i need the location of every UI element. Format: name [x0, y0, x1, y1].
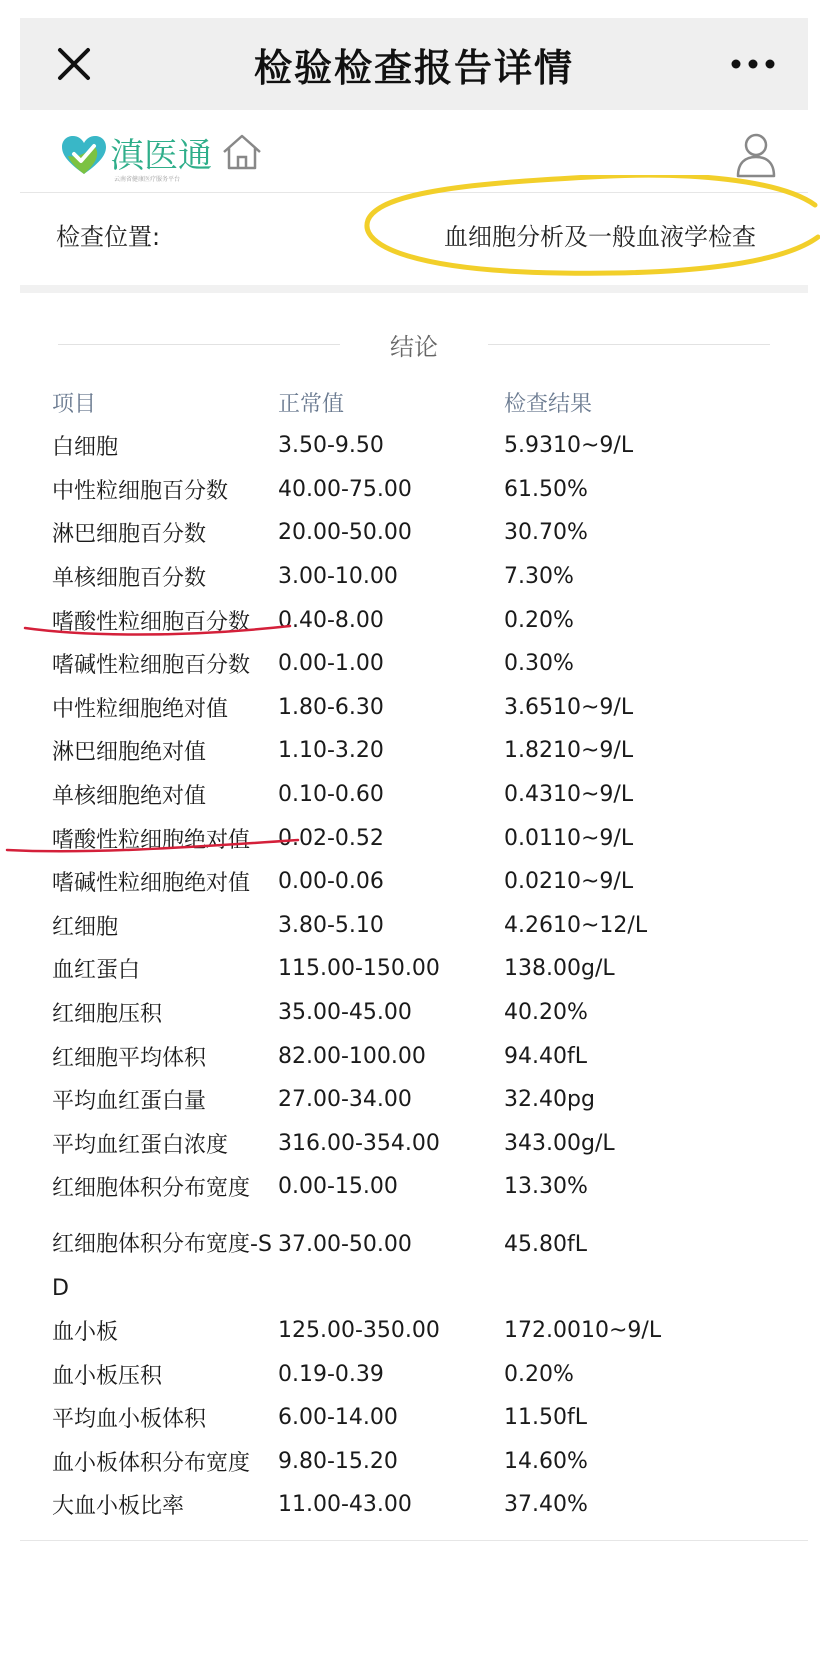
normal-range: 27.00-34.00 — [278, 1087, 412, 1113]
table-row — [52, 468, 812, 512]
top-nav-bar — [20, 18, 808, 110]
item-name: 红细胞 — [52, 914, 119, 940]
brand-subtitle: 云南省健康医疗服务平台 — [114, 176, 181, 183]
result-value: 32.40pg — [504, 1087, 595, 1113]
item-name: 大血小板比率 — [52, 1494, 185, 1520]
normal-range: 0.00-0.06 — [278, 869, 384, 895]
normal-range: 0.00-1.00 — [278, 651, 384, 677]
table-header — [52, 380, 812, 424]
item-name: 红细胞压积 — [52, 1002, 163, 1028]
result-value: 13.30% — [504, 1174, 588, 1200]
table-row — [52, 1439, 812, 1483]
result-value: 61.50% — [504, 476, 588, 502]
item-name: 中性粒细胞绝对值 — [52, 696, 229, 722]
item-name: 平均血红蛋白量 — [52, 1089, 207, 1115]
table-row — [52, 729, 812, 773]
normal-range: 3.50-9.50 — [278, 433, 384, 459]
table-row — [52, 1034, 812, 1078]
result-value: 0.30% — [504, 651, 574, 677]
table-row — [52, 642, 812, 686]
item-name: 淋巴细胞绝对值 — [52, 740, 207, 766]
normal-range: 3.80-5.10 — [278, 912, 384, 938]
item-name: 红细胞体积分布宽度 — [52, 1176, 251, 1202]
more-icon[interactable] — [728, 44, 778, 84]
exam-location-label: 检查位置: — [56, 223, 161, 251]
result-value: 1.8210~9/L — [504, 738, 634, 764]
result-value: 0.20% — [504, 607, 574, 633]
item-name: 单核细胞百分数 — [52, 566, 207, 592]
divider-line — [58, 344, 340, 345]
item-name: 嗜酸性粒细胞百分数 — [52, 609, 251, 635]
result-value: 4.2610~12/L — [504, 912, 648, 938]
item-name: 嗜碱性粒细胞百分数 — [52, 653, 251, 679]
normal-range: 0.00-15.00 — [278, 1174, 398, 1200]
brand-logo[interactable] — [60, 134, 212, 183]
table-row — [52, 1309, 812, 1353]
table-row — [52, 1483, 812, 1527]
item-name: 平均血红蛋白浓度 — [52, 1132, 229, 1158]
table-row — [52, 598, 812, 642]
normal-range: 0.02-0.52 — [278, 825, 384, 851]
normal-range: 37.00-50.00 — [278, 1231, 412, 1257]
item-name: 嗜酸性粒细胞绝对值 — [52, 827, 251, 853]
normal-range: 40.00-75.00 — [278, 476, 412, 502]
item-name: 白细胞 — [52, 435, 119, 461]
normal-range: 6.00-14.00 — [278, 1405, 398, 1431]
column-header-result: 检查结果 — [504, 391, 593, 417]
normal-range: 9.80-15.20 — [278, 1448, 398, 1474]
item-name: 血红蛋白 — [52, 958, 141, 984]
item-name: 淋巴细胞百分数 — [52, 522, 207, 548]
conclusion-title: 结论 — [390, 332, 438, 361]
table-row — [52, 1396, 812, 1440]
table-row — [52, 1352, 812, 1396]
brand-name: 滇医通 — [110, 136, 212, 176]
result-value: 0.0210~9/L — [504, 869, 634, 895]
result-value: 0.0110~9/L — [504, 825, 634, 851]
bottom-divider — [20, 1540, 808, 1541]
table-row — [52, 773, 812, 817]
item-name: 血小板压积 — [52, 1363, 163, 1389]
conclusion-divider — [58, 324, 770, 364]
normal-range: 20.00-50.00 — [278, 520, 412, 546]
normal-range: 0.19-0.39 — [278, 1361, 384, 1387]
result-value: 3.6510~9/L — [504, 694, 634, 720]
result-value: 172.0010~9/L — [504, 1317, 662, 1343]
table-row — [52, 511, 812, 555]
home-icon[interactable] — [220, 130, 264, 174]
item-name: 血小板 — [52, 1319, 119, 1345]
table-row — [52, 904, 812, 948]
item-name: 嗜碱性粒细胞绝对值 — [52, 871, 251, 897]
normal-range: 316.00-354.00 — [278, 1130, 440, 1156]
divider-line — [488, 344, 770, 345]
item-name: 平均血小板体积 — [52, 1407, 207, 1433]
table-row — [52, 860, 812, 904]
exam-location-row — [20, 193, 808, 293]
table-row — [52, 1165, 812, 1209]
column-header-item: 项目 — [52, 391, 97, 417]
result-value: 30.70% — [504, 520, 588, 546]
normal-range: 35.00-45.00 — [278, 1000, 412, 1026]
table-row — [52, 991, 812, 1035]
table-row — [52, 816, 812, 860]
result-value: 94.40fL — [504, 1043, 587, 1069]
exam-location-value: 血细胞分析及一般血液学检查 — [444, 223, 756, 251]
result-value: 37.40% — [504, 1492, 588, 1518]
results-table — [52, 380, 812, 1527]
normal-range: 3.00-10.00 — [278, 564, 398, 590]
result-value: 343.00g/L — [504, 1130, 615, 1156]
item-name: 中性粒细胞百分数 — [52, 478, 229, 504]
table-row — [52, 1122, 812, 1166]
result-value: 14.60% — [504, 1448, 588, 1474]
table-row — [52, 424, 812, 468]
result-value: 5.9310~9/L — [504, 433, 634, 459]
column-header-range: 正常值 — [278, 391, 345, 417]
result-value: 138.00g/L — [504, 956, 615, 982]
page-title: 检验检查报告详情 — [253, 45, 574, 90]
normal-range: 0.10-0.60 — [278, 782, 384, 808]
item-name: 血小板体积分布宽度 — [52, 1450, 251, 1476]
normal-range: 115.00-150.00 — [278, 956, 440, 982]
result-value: 0.4310~9/L — [504, 782, 634, 808]
item-name: 单核细胞绝对值 — [52, 784, 207, 810]
normal-range: 0.40-8.00 — [278, 607, 384, 633]
normal-range: 82.00-100.00 — [278, 1043, 426, 1069]
table-row — [52, 1209, 812, 1309]
user-icon[interactable] — [734, 130, 778, 178]
result-value: 7.30% — [504, 564, 574, 590]
normal-range: 1.10-3.20 — [278, 738, 384, 764]
table-row — [52, 1078, 812, 1122]
item-name: 红细胞体积分布宽度-SD — [52, 1231, 272, 1301]
result-value: 0.20% — [504, 1361, 574, 1387]
table-row — [52, 686, 812, 730]
table-row — [52, 555, 812, 599]
table-row — [52, 947, 812, 991]
brand-bar — [20, 112, 808, 193]
result-value: 40.20% — [504, 1000, 588, 1026]
normal-range: 1.80-6.30 — [278, 694, 384, 720]
item-name: 红细胞平均体积 — [52, 1045, 207, 1071]
normal-range: 11.00-43.00 — [278, 1492, 412, 1518]
heart-logo-icon — [60, 134, 108, 176]
result-value: 11.50fL — [504, 1405, 587, 1431]
normal-range: 125.00-350.00 — [278, 1317, 440, 1343]
close-icon[interactable] — [54, 44, 94, 84]
result-value: 45.80fL — [504, 1231, 587, 1257]
